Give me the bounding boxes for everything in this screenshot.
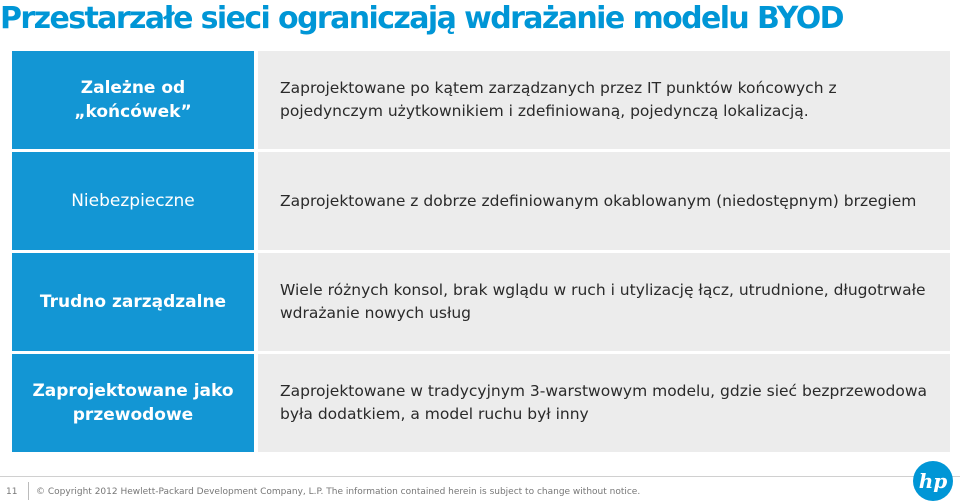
row-label: Trudno zarządzalne xyxy=(39,292,227,312)
row-description-cell xyxy=(258,354,950,452)
page-number: 11 xyxy=(6,487,18,497)
row-description: Zaprojektowane po kątem zarządzanych przez IT punktów końcowych z pojedynczym użytkownikiem i zdefiniowaną, pojedynczą lokalizacją. xyxy=(280,79,837,120)
row-label-cell xyxy=(12,253,254,351)
logo-text: hp xyxy=(918,469,948,493)
table-row xyxy=(12,354,950,452)
row-description-cell xyxy=(258,51,950,149)
slide-title: Przestarzałe sieci ograniczają wdrażanie modelu BYOD xyxy=(0,1,843,36)
copyright-notice: © Copyright 2012 Hewlett-Packard Development Company, L.P. The information contained herein is subject to change without notice. xyxy=(36,487,641,497)
row-label-cell xyxy=(12,51,254,149)
table-row xyxy=(12,152,950,250)
row-label-cell xyxy=(12,354,254,452)
footer-separator xyxy=(28,482,29,500)
row-description-cell xyxy=(258,152,950,250)
table-row xyxy=(12,51,950,149)
footer-divider-line xyxy=(0,476,960,477)
row-label: Niebezpieczne xyxy=(71,191,195,211)
row-label: Zaprojektowane jako przewodowe xyxy=(32,381,234,425)
row-description-cell xyxy=(258,253,950,351)
row-description: Zaprojektowane w tradycyjnym 3-warstwowym modelu, gdzie sieć bezprzewodowa była dodatkiem, a model ruchu był inny xyxy=(280,382,928,423)
row-label-cell xyxy=(12,152,254,250)
table-row xyxy=(12,253,950,351)
hp-logo-icon xyxy=(912,460,954,502)
row-description: Wiele różnych konsol, brak wglądu w ruch i utylizację łącz, utrudnione, długotrwałe wdrażanie nowych usług xyxy=(280,281,926,322)
row-description: Zaprojektowane z dobrze zdefiniowanym okablowanym (niedostępnym) brzegiem xyxy=(280,191,917,210)
row-label: Zależne od „końcówek” xyxy=(74,78,192,122)
